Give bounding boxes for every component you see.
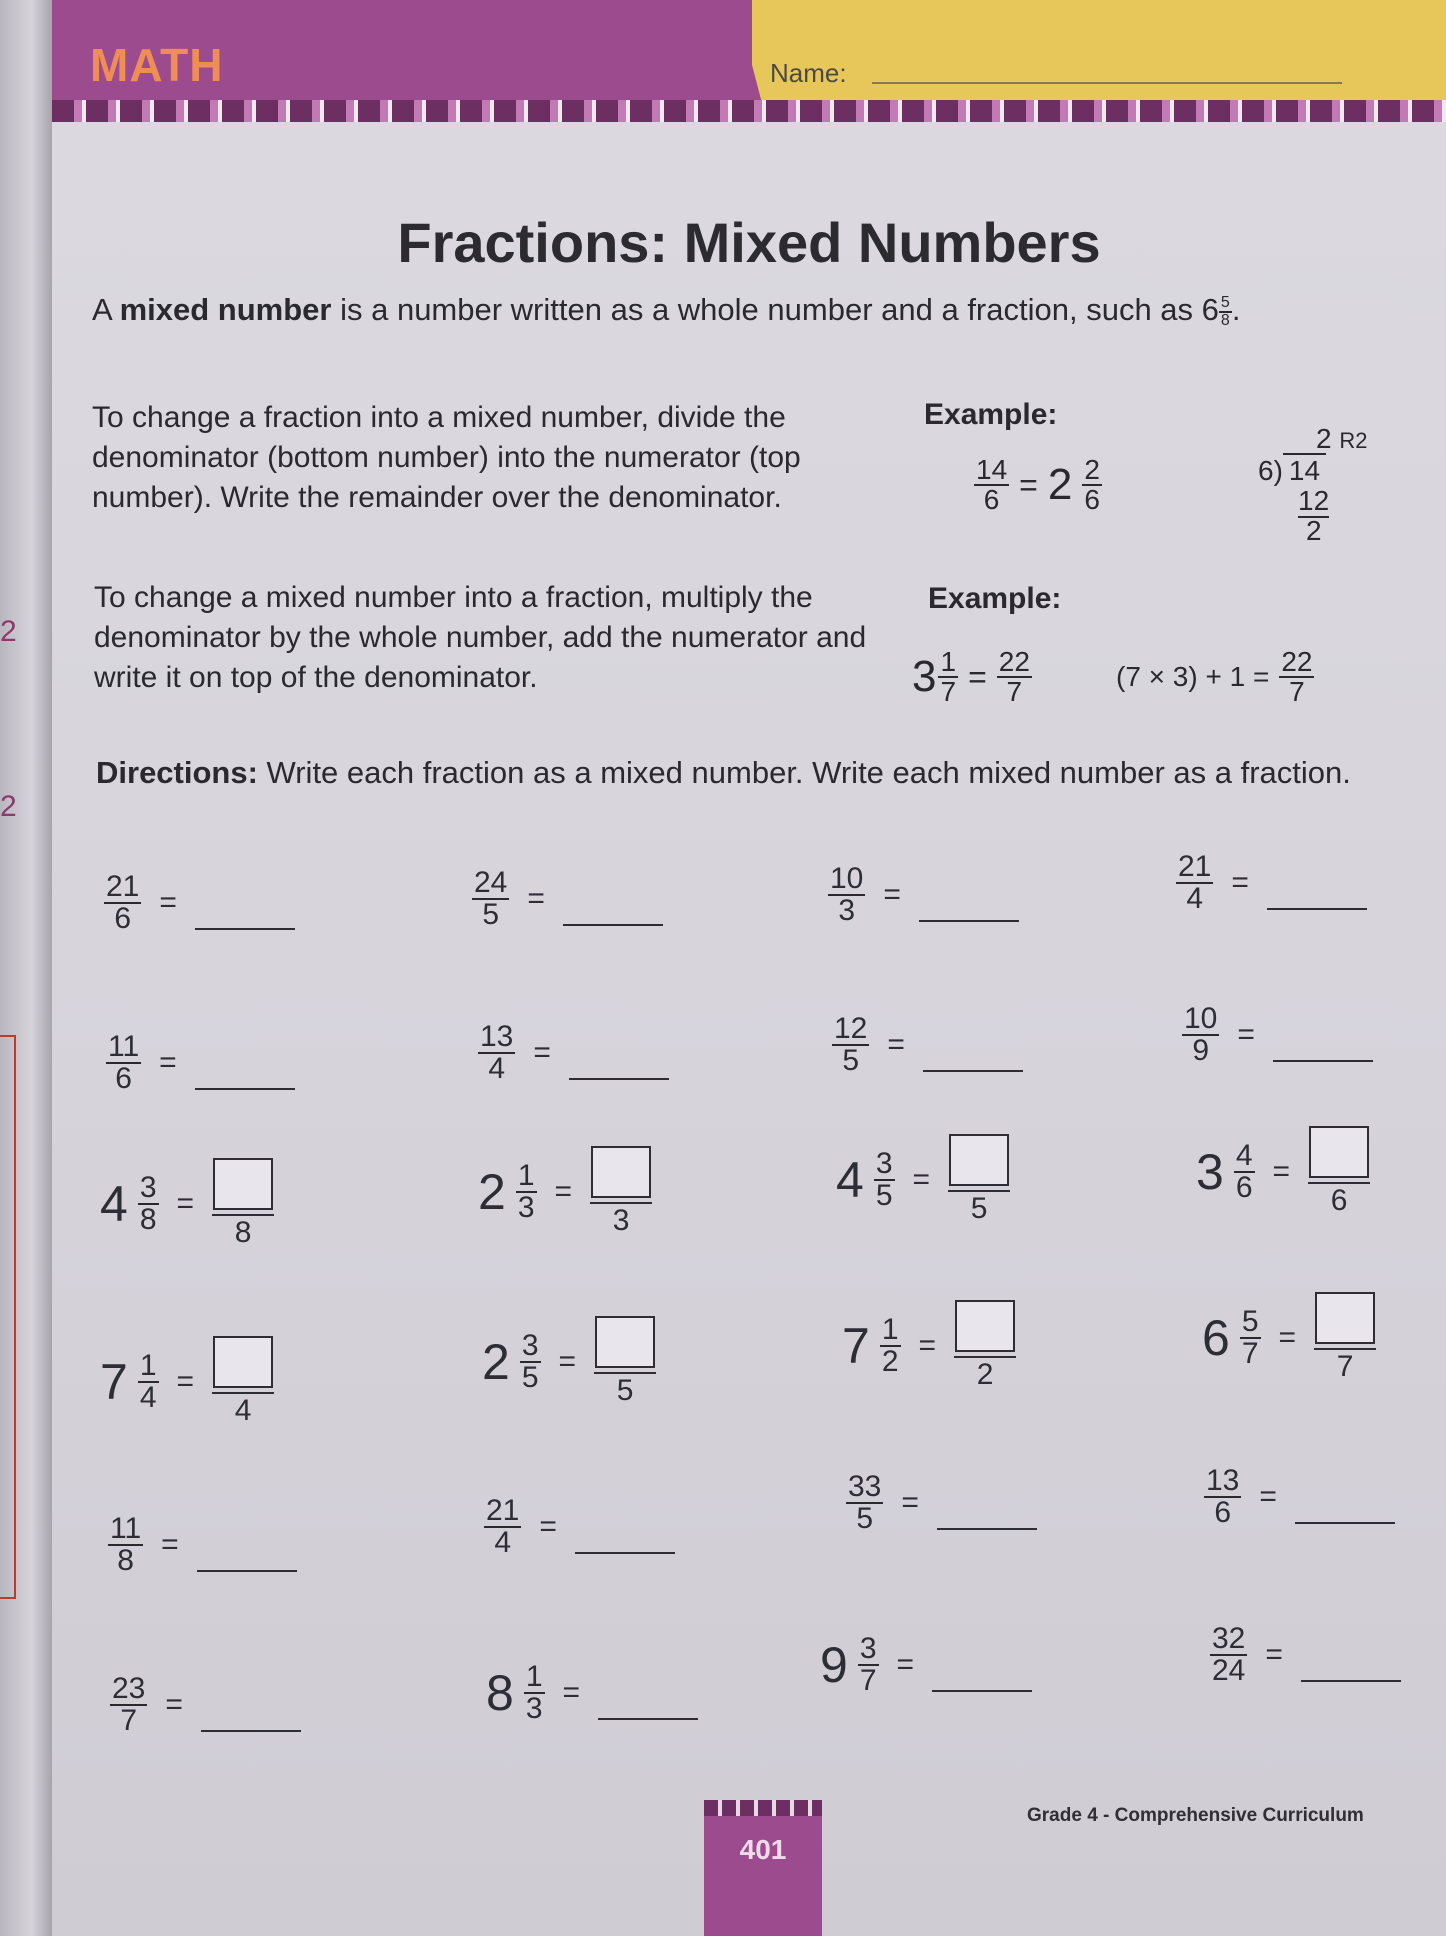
numerator-answer-box[interactable]	[1315, 1292, 1375, 1344]
fraction	[138, 1173, 159, 1235]
fraction	[110, 1674, 147, 1736]
fraction	[880, 1315, 901, 1377]
fraction	[1176, 852, 1213, 914]
rule2-work-den: 7	[1289, 676, 1305, 707]
answer-blank[interactable]	[919, 920, 1019, 922]
numerator-answer-box[interactable]	[213, 1158, 273, 1210]
problem-part: 2	[482, 1334, 510, 1390]
answer-blank[interactable]	[201, 1730, 301, 1732]
problem-r2-4	[1182, 1004, 1373, 1066]
fraction	[1219, 295, 1232, 329]
problem-part: 5	[616, 1374, 634, 1407]
fraction	[828, 864, 865, 926]
problem-part: 21	[106, 870, 140, 903]
header-stripe	[52, 100, 1446, 122]
fraction	[212, 1158, 274, 1250]
problem-part: 8	[234, 1216, 252, 1249]
answer-blank[interactable]	[1295, 1522, 1395, 1524]
fraction	[478, 1022, 515, 1084]
longdiv-remainder: R2	[1339, 428, 1368, 453]
problem-part: 4	[494, 1526, 512, 1559]
problem-r3-1	[100, 1158, 274, 1250]
fraction	[948, 1134, 1010, 1226]
problem-r6-4	[1210, 1624, 1401, 1686]
rule2-text: To change a mixed number into a fraction, multiply the denominator by the whole number, add the numerator and write it on top of the denominator.	[94, 581, 867, 694]
problem-part: 4	[488, 1052, 506, 1085]
problem-part: =	[1237, 1018, 1255, 1051]
problem-part: =	[161, 1528, 179, 1561]
numerator-answer-box[interactable]	[595, 1316, 655, 1368]
problem-part: 5	[856, 1502, 874, 1535]
problem-part: 7	[1241, 1337, 1259, 1370]
problem-r3-3	[836, 1134, 1010, 1226]
intro-example	[1202, 292, 1232, 327]
problem-part: 3	[859, 1632, 877, 1665]
problem-part: =	[896, 1648, 915, 1681]
problem-part: 1	[517, 1159, 535, 1192]
rule2-work	[1116, 648, 1314, 706]
problem-r1-1	[104, 872, 295, 934]
problem-part: 9	[1192, 1034, 1210, 1067]
fraction	[1234, 1141, 1255, 1203]
longdiv-divisor: 6)	[1258, 455, 1283, 486]
answer-blank[interactable]	[1273, 1060, 1373, 1062]
problem-part: 6	[114, 902, 132, 935]
problem-part: =	[918, 1329, 937, 1362]
fraction	[954, 1300, 1016, 1392]
subject-label: MATH	[90, 39, 224, 91]
problem-part: =	[558, 1345, 577, 1378]
problem-part: 7	[842, 1318, 870, 1374]
problem-part: 33	[848, 1470, 882, 1503]
intro-example-num: 5	[1220, 293, 1230, 311]
longdiv-rem: 2	[1306, 515, 1322, 546]
problem-r5-2	[484, 1496, 675, 1558]
problem-part: 9	[820, 1637, 848, 1693]
intro-paragraph	[92, 290, 1392, 330]
problem-part: =	[533, 1036, 551, 1069]
rule1-ex-rden: 6	[1084, 484, 1100, 515]
problem-part: 8	[486, 1665, 514, 1721]
adjacent-page-mark: 2	[0, 790, 17, 823]
problem-part: 3	[1196, 1144, 1224, 1200]
numerator-answer-box[interactable]	[213, 1336, 273, 1388]
problem-r2-3	[832, 1014, 1023, 1076]
problem-part: 12	[834, 1012, 868, 1045]
problem-part: 4	[100, 1176, 128, 1232]
answer-blank[interactable]	[195, 1088, 295, 1090]
rule1-example-label: Example:	[924, 398, 1058, 431]
rule1-ex-whole: 2	[1047, 460, 1073, 509]
fraction	[1204, 1466, 1241, 1528]
intro-example-den: 8	[1220, 311, 1230, 329]
problem-r6-1	[110, 1674, 301, 1736]
numerator-answer-box[interactable]	[1309, 1126, 1369, 1178]
rule2-example	[912, 648, 1032, 706]
problem-part: =	[901, 1486, 919, 1519]
rule1-example	[974, 456, 1102, 514]
problem-part: 10	[830, 862, 864, 895]
problem-part: =	[883, 878, 901, 911]
fraction	[516, 1161, 537, 1223]
fraction	[108, 1514, 143, 1576]
problem-part: 11	[110, 1512, 142, 1545]
page-title: Fractions: Mixed Numbers	[397, 211, 1101, 274]
problem-r1-2	[472, 868, 663, 930]
answer-blank[interactable]	[1267, 908, 1367, 910]
fraction	[472, 868, 509, 930]
problem-part: 5	[1241, 1305, 1259, 1338]
name-label: Name:	[770, 58, 847, 88]
problem-r5-3	[846, 1472, 1037, 1534]
problem-part: =	[887, 1028, 905, 1061]
problem-part: 24	[474, 866, 508, 899]
intro-suffix: .	[1231, 292, 1241, 327]
problem-part: 6	[1330, 1184, 1348, 1217]
problem-part: =	[912, 1163, 931, 1196]
problem-r6-3	[820, 1634, 1032, 1696]
problem-part: 7	[1336, 1350, 1354, 1383]
page-number: 401	[739, 1834, 787, 1865]
fraction	[997, 648, 1032, 706]
page-tab-stripe	[704, 1800, 822, 1816]
problem-part: 4	[836, 1152, 864, 1208]
problem-part: =	[527, 882, 545, 915]
problem-part: 3	[521, 1329, 539, 1362]
problem-part: 6	[1214, 1496, 1232, 1529]
answer-blank[interactable]	[598, 1718, 698, 1720]
problem-part: 5	[875, 1179, 893, 1212]
problem-r3-2	[478, 1146, 652, 1238]
problem-part: 24	[1212, 1654, 1246, 1687]
rule2-ex-rden: 7	[1006, 676, 1023, 707]
problem-part: 5	[842, 1044, 860, 1077]
name-field[interactable]	[872, 82, 1342, 84]
problem-part: 21	[486, 1494, 520, 1527]
adjacent-page-edge	[0, 0, 52, 1936]
rule1-ex-eq: =	[1019, 466, 1038, 503]
answer-blank[interactable]	[195, 928, 295, 930]
problem-part: =	[554, 1175, 573, 1208]
intro-example-whole: 6	[1201, 292, 1219, 327]
problem-r1-4	[1176, 852, 1367, 914]
rule1-text: To change a fraction into a mixed number, divide the denominator (bottom number) into the numerator (top number). Write the remainder over the denominator.	[92, 401, 801, 514]
answer-blank[interactable]	[1301, 1680, 1401, 1682]
long-division-example	[1258, 424, 1398, 546]
problem-part: =	[165, 1688, 183, 1721]
longdiv-product: 12	[1298, 485, 1330, 516]
problem-r1-3	[828, 864, 1019, 926]
answer-blank[interactable]	[923, 1070, 1023, 1072]
page-number-tab	[704, 1800, 822, 1936]
fraction	[594, 1316, 656, 1408]
fraction	[590, 1146, 652, 1238]
fraction	[1210, 1624, 1247, 1686]
problem-part: =	[159, 886, 177, 919]
longdiv-dividend: 14	[1283, 453, 1326, 486]
problem-r2-2	[478, 1022, 669, 1084]
fraction	[484, 1496, 521, 1558]
problem-part: =	[562, 1676, 581, 1709]
fraction	[104, 872, 141, 934]
worksheet-page	[52, 0, 1446, 1936]
problem-part: 2	[478, 1164, 506, 1220]
numerator-answer-box[interactable]	[955, 1300, 1015, 1352]
fraction	[874, 1149, 895, 1211]
directions-label: Directions:	[96, 755, 258, 790]
problem-part: =	[159, 1046, 177, 1079]
fraction	[1182, 1004, 1219, 1066]
problem-part: 32	[1212, 1622, 1246, 1655]
rule2-ex-num: 1	[940, 646, 957, 677]
fraction	[832, 1014, 869, 1076]
directions	[96, 752, 1416, 794]
problem-r2-1	[106, 1032, 295, 1094]
fraction	[846, 1472, 883, 1534]
fraction	[520, 1331, 541, 1393]
problem-r5-4	[1204, 1466, 1395, 1528]
problem-r5-1	[108, 1514, 297, 1576]
fraction	[974, 456, 1009, 514]
problem-part: =	[1278, 1321, 1297, 1354]
problem-part: 3	[875, 1147, 893, 1180]
problem-part: 3	[612, 1204, 630, 1237]
fraction	[858, 1634, 879, 1696]
problem-part: 5	[482, 898, 500, 931]
numerator-answer-box[interactable]	[949, 1134, 1009, 1186]
problem-part: 6	[115, 1062, 132, 1095]
problem-part: 1	[525, 1660, 543, 1693]
problem-r4-4	[1202, 1292, 1376, 1384]
problem-r3-4	[1196, 1126, 1370, 1218]
problem-part: 11	[108, 1030, 140, 1063]
problem-part: 7	[120, 1704, 138, 1737]
answer-blank[interactable]	[937, 1528, 1037, 1530]
answer-blank[interactable]	[932, 1690, 1032, 1692]
fraction	[938, 648, 958, 706]
rule2-example-label: Example:	[928, 582, 1062, 615]
problem-part: 3	[139, 1171, 157, 1204]
rule2-work-expr: (7 × 3) + 1 =	[1116, 661, 1270, 692]
rule1-ex-den: 6	[983, 484, 1000, 515]
fraction	[106, 1032, 141, 1094]
numerator-answer-box[interactable]	[591, 1146, 651, 1198]
answer-blank[interactable]	[197, 1570, 297, 1572]
fraction	[1308, 1126, 1370, 1218]
problem-r4-2	[482, 1316, 656, 1408]
rule1-ex-rnum: 2	[1084, 454, 1100, 485]
fraction	[1279, 648, 1314, 706]
adjacent-page-mark: 2	[0, 615, 17, 648]
rule2-work-num: 22	[1281, 646, 1313, 677]
problem-part: 10	[1184, 1002, 1218, 1035]
problem-part: 3	[525, 1692, 543, 1725]
problem-part: 4	[139, 1381, 157, 1414]
book-title: Grade 4 - Comprehensive Curriculum	[1027, 1805, 1364, 1826]
rule2-ex-eq: =	[968, 658, 987, 695]
problem-part: 7	[100, 1354, 128, 1410]
intro-term: mixed number	[119, 292, 332, 327]
intro-prefix: A	[92, 292, 120, 327]
rule2-ex-den: 7	[940, 676, 957, 707]
problem-part: 2	[976, 1358, 994, 1391]
problem-part: 5	[970, 1192, 988, 1225]
fraction	[138, 1351, 159, 1413]
problem-part: =	[1259, 1480, 1277, 1513]
problem-part: =	[176, 1365, 195, 1398]
problem-part: 6	[1202, 1310, 1230, 1366]
problem-part: 21	[1178, 850, 1212, 883]
problem-r4-1	[100, 1336, 274, 1428]
problem-part: 6	[1235, 1171, 1253, 1204]
problem-part: 2	[881, 1345, 899, 1378]
rule2-ex-whole: 3	[912, 652, 937, 701]
problem-r4-3	[842, 1300, 1016, 1392]
answer-blank[interactable]	[563, 924, 663, 926]
problem-part: 4	[1235, 1139, 1253, 1172]
adjacent-page-red-border	[0, 1035, 16, 1599]
intro-text: is a number written as a whole number and a fraction, such as	[331, 292, 1202, 327]
fraction	[1082, 456, 1102, 514]
problem-part: 5	[521, 1361, 539, 1394]
problem-part: =	[539, 1510, 557, 1543]
problem-part: =	[176, 1187, 195, 1220]
answer-blank[interactable]	[575, 1552, 675, 1554]
problem-part: 8	[139, 1203, 157, 1236]
directions-text: Write each fraction as a mixed number. Write each mixed number as a fraction.	[257, 755, 1351, 790]
fraction	[1314, 1292, 1376, 1384]
problem-part: 4	[1186, 882, 1204, 915]
problem-part: =	[1265, 1638, 1283, 1671]
problem-part: 4	[234, 1394, 252, 1427]
longdiv-quotient: 2	[1316, 423, 1332, 454]
problem-part: =	[1272, 1155, 1291, 1188]
fraction	[524, 1662, 545, 1724]
problem-part: 7	[859, 1664, 877, 1697]
problem-part: 23	[112, 1672, 146, 1705]
problem-r6-2	[486, 1662, 698, 1724]
fraction	[1240, 1307, 1261, 1369]
problem-part: 13	[480, 1020, 514, 1053]
problem-part: 3	[838, 894, 856, 927]
problem-part: 13	[1206, 1464, 1240, 1497]
problem-part: 1	[139, 1349, 157, 1382]
rule1-ex-num: 14	[976, 454, 1008, 485]
problem-part: 8	[117, 1544, 134, 1577]
problem-part: 3	[517, 1191, 535, 1224]
answer-blank[interactable]	[569, 1078, 669, 1080]
fraction	[212, 1336, 274, 1428]
problem-part: =	[1231, 866, 1249, 899]
problem-part: 1	[881, 1313, 899, 1346]
rule2-ex-rnum: 22	[998, 646, 1030, 677]
